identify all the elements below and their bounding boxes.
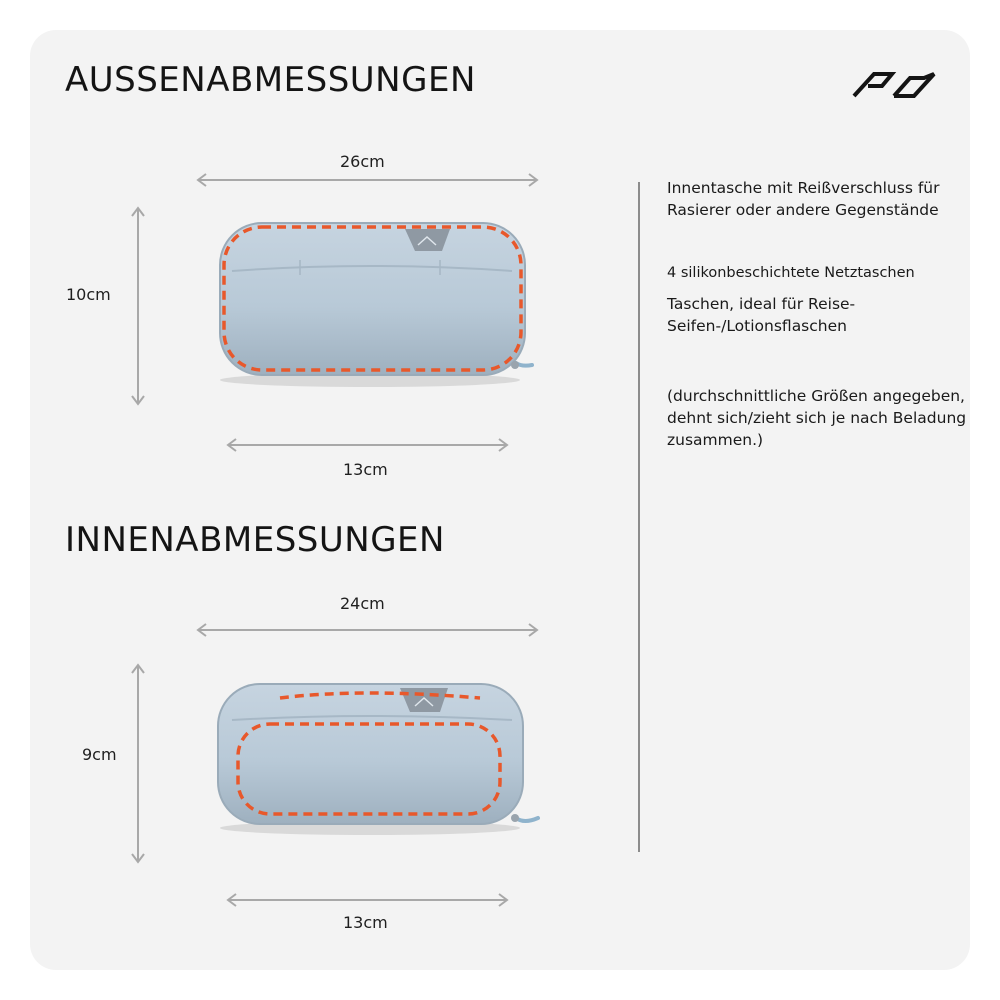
inner-height-arrow bbox=[130, 662, 146, 865]
inner-width-label: 24cm bbox=[340, 594, 385, 613]
inner-dimensions-title: INNENABMESSUNGEN bbox=[65, 520, 445, 560]
outer-pouch-image bbox=[210, 215, 540, 390]
inner-width-arrow bbox=[195, 622, 540, 638]
outer-width-arrow bbox=[195, 172, 540, 188]
note-mesh-pockets: 4 silikonbeschichtete Netztaschen bbox=[667, 265, 915, 281]
outer-height-label: 10cm bbox=[66, 285, 111, 304]
peak-design-logo-icon bbox=[850, 66, 940, 102]
note-travel-bottles: Taschen, ideal für Reise-Seifen-/Lotionsflaschen bbox=[667, 295, 856, 335]
outer-depth-label: 13cm bbox=[343, 460, 388, 479]
note-average-sizes: (durchschnittliche Größen angegeben, dehnt sich/zieht sich je nach Beladung zusammen.) bbox=[667, 387, 967, 449]
outer-dimensions-title: AUSSENABMESSUNGEN bbox=[65, 60, 476, 100]
vertical-divider bbox=[638, 182, 640, 852]
inner-pouch-image bbox=[210, 678, 540, 838]
inner-height-label: 9cm bbox=[82, 745, 117, 764]
outer-height-arrow bbox=[130, 205, 146, 407]
inner-depth-arrow bbox=[225, 892, 510, 908]
outer-depth-arrow bbox=[225, 437, 510, 453]
outer-width-label: 26cm bbox=[340, 152, 385, 171]
note-zipper-pocket: Innentasche mit Reißverschluss für Rasierer oder andere Gegenstände bbox=[667, 179, 940, 219]
inner-depth-label: 13cm bbox=[343, 913, 388, 932]
